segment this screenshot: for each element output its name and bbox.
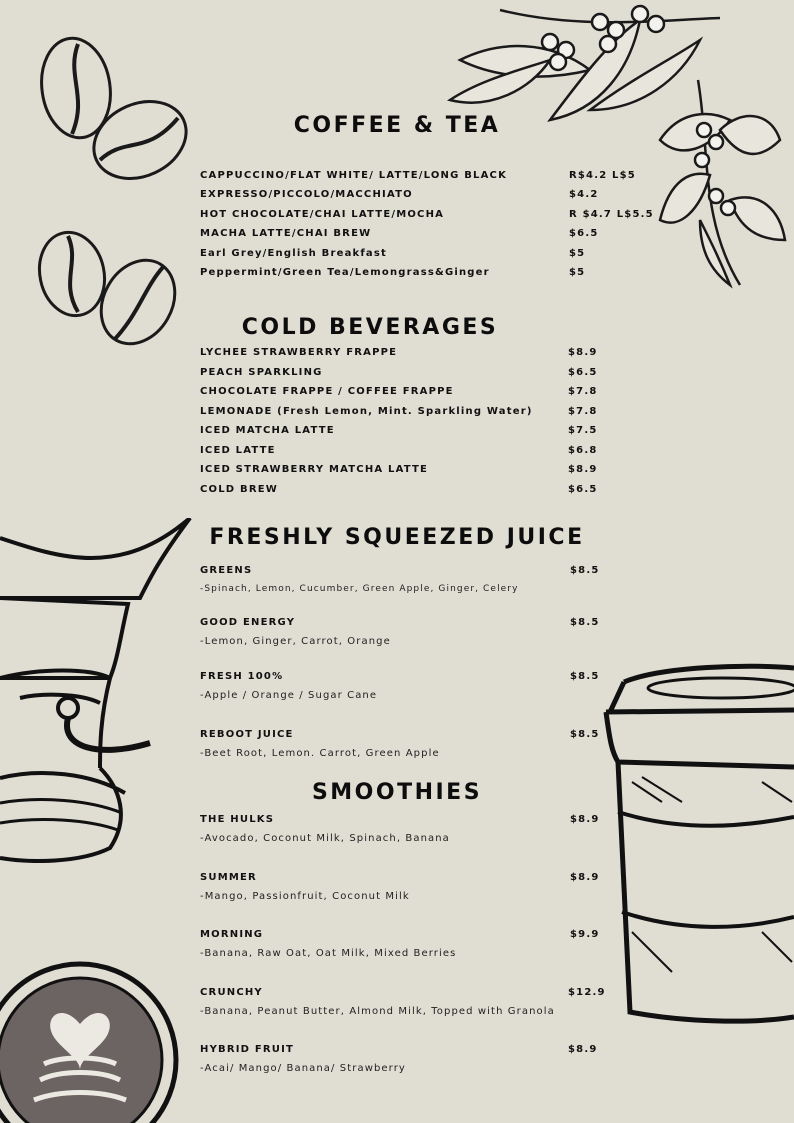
item-name: HOT CHOCOLATE/CHAI LATTE/MOCHA	[200, 209, 445, 220]
menu-item	[200, 248, 660, 264]
item-description: -Lemon, Ginger, Carrot, Orange	[200, 636, 391, 647]
menu-item	[200, 872, 660, 908]
item-name: GOOD ENERGY	[200, 617, 296, 628]
menu-item	[200, 209, 660, 225]
item-price: $4.2	[569, 189, 599, 200]
item-description: -Beet Root, Lemon. Carrot, Green Apple	[200, 748, 440, 759]
item-name: SUMMER	[200, 872, 257, 883]
menu-item	[200, 729, 660, 765]
item-name: CRUNCHY	[200, 987, 263, 998]
item-name: LEMONADE (Fresh Lemon, Mint. Sparkling Water)	[200, 406, 533, 417]
item-description: -Banana, Raw Oat, Oat Milk, Mixed Berries	[200, 948, 457, 959]
item-price: $7.8	[568, 406, 598, 417]
menu-item	[200, 464, 660, 480]
item-name: EXPRESSO/PICCOLO/MACCHIATO	[200, 189, 413, 200]
item-price: R$4.2 L$5	[569, 170, 636, 181]
item-name: COLD BREW	[200, 484, 278, 495]
item-name: THE HULKS	[200, 814, 275, 825]
item-description: -Apple / Orange / Sugar Cane	[200, 690, 378, 701]
item-price: $6.5	[569, 228, 599, 239]
item-price: $8.5	[570, 617, 600, 628]
item-name: CHOCOLATE FRAPPE / COFFEE FRAPPE	[200, 386, 454, 397]
menu-item	[200, 484, 660, 500]
item-name: REBOOT JUICE	[200, 729, 294, 740]
item-name: ICED STRAWBERRY MATCHA LATTE	[200, 464, 429, 475]
item-name: LYCHEE STRAWBERRY FRAPPE	[200, 347, 398, 358]
item-price: R $4.7 L$5.5	[569, 209, 654, 220]
item-price: $8.5	[570, 729, 600, 740]
item-name: MORNING	[200, 929, 264, 940]
menu-item	[200, 267, 660, 283]
menu-item	[200, 445, 660, 461]
item-name: Peppermint/Green Tea/Lemongrass&Ginger	[200, 267, 490, 278]
menu-item	[200, 671, 660, 707]
item-price: $6.5	[568, 484, 598, 495]
item-description: -Avocado, Coconut Milk, Spinach, Banana	[200, 833, 450, 844]
item-name: ICED LATTE	[200, 445, 276, 456]
item-price: $5	[569, 248, 586, 259]
item-description: -Spinach, Lemon, Cucumber, Green Apple, Ginger, Celery	[200, 584, 519, 594]
menu-item	[200, 406, 660, 422]
item-price: $8.9	[568, 464, 598, 475]
item-price: $6.5	[568, 367, 598, 378]
item-description: -Acai/ Mango/ Banana/ Strawberry	[200, 1063, 406, 1074]
item-name: PEACH SPARKLING	[200, 367, 323, 378]
item-name: Earl Grey/English Breakfast	[200, 248, 387, 259]
chemex-icon	[0, 518, 192, 863]
item-price: $12.9	[568, 987, 606, 998]
menu-item	[200, 1044, 660, 1080]
item-name: MACHA LATTE/CHAI BREW	[200, 228, 372, 239]
menu-item	[200, 228, 660, 244]
menu-item	[200, 170, 660, 186]
latte-art-icon	[0, 960, 180, 1123]
menu-item	[200, 929, 660, 965]
item-price: $8.9	[568, 1044, 598, 1055]
section-title-cold-beverages: COLD BEVERAGES	[241, 315, 499, 340]
item-name: CAPPUCCINO/FLAT WHITE/ LATTE/LONG BLACK	[200, 170, 508, 181]
item-name: HYBRID FRUIT	[200, 1044, 295, 1055]
item-price: $7.8	[568, 386, 598, 397]
item-price: $8.9	[570, 814, 600, 825]
section-title-smoothies: SMOOTHIES	[311, 780, 483, 805]
menu-item	[200, 565, 660, 601]
item-price: $5	[569, 267, 586, 278]
coffee-branch-icon	[440, 0, 794, 290]
item-price: $9.9	[570, 929, 600, 940]
item-price: $8.9	[570, 872, 600, 883]
item-price: $7.5	[568, 425, 598, 436]
menu-item	[200, 814, 660, 850]
item-name: GREENS	[200, 565, 253, 576]
item-description: -Mango, Passionfruit, Coconut Milk	[200, 891, 410, 902]
section-title-coffee-tea: COFFEE & TEA	[293, 113, 501, 138]
item-price: $8.9	[568, 347, 598, 358]
menu-item	[200, 617, 660, 653]
item-description: -Banana, Peanut Butter, Almond Milk, Topped with Granola	[200, 1006, 555, 1017]
menu-item	[200, 367, 660, 383]
coffee-bean-icon	[36, 36, 196, 186]
item-name: FRESH 100%	[200, 671, 284, 682]
section-title-juice: FRESHLY SQUEEZED JUICE	[209, 525, 585, 550]
menu-item	[200, 189, 660, 205]
menu-item	[200, 425, 660, 441]
menu-item	[200, 347, 660, 363]
item-name: ICED MATCHA LATTE	[200, 425, 335, 436]
item-price: $8.5	[570, 565, 600, 576]
menu-item	[200, 987, 660, 1023]
menu-item	[200, 386, 660, 402]
item-price: $6.8	[568, 445, 598, 456]
item-price: $8.5	[570, 671, 600, 682]
